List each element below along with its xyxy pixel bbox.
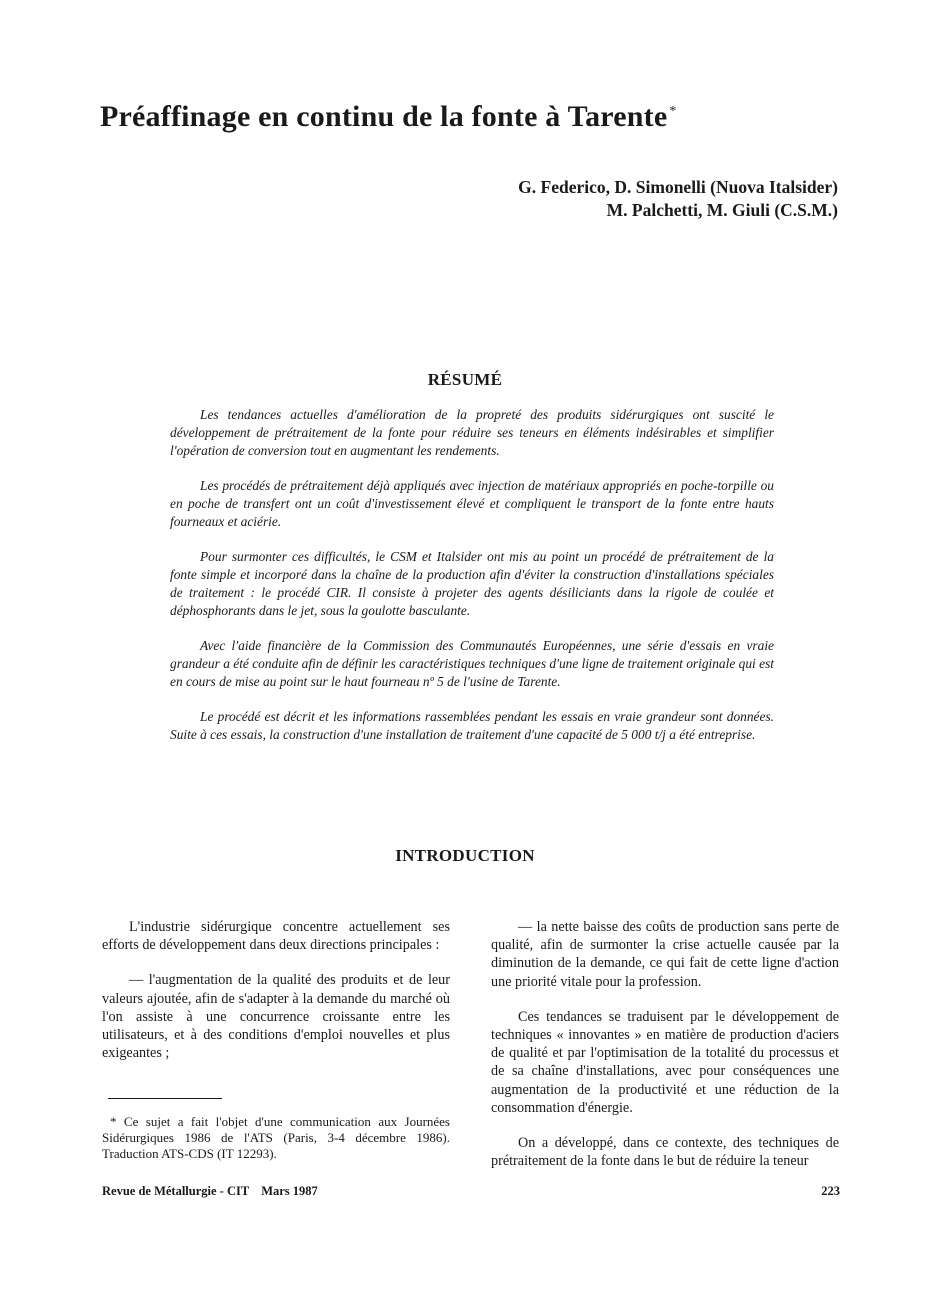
body-paragraph: L'industrie sidérurgique concentre actuellement ses efforts de développement dans deux directions principales : xyxy=(102,919,450,954)
author-line: G. Federico, D. Simonelli (Nuova Italsider) xyxy=(518,177,838,197)
issue-date: Mars 1987 xyxy=(261,1184,318,1198)
abstract-paragraph: Pour surmonter ces difficultés, le CSM et Italsider ont mis au point un procédé de prétraitement de la fonte simple et incorporé dans la chaîne de la production afin d'éviter la construction d'installations spéciales de traitement : le procédé CIR. Il consiste à projeter des agents désiliciants dans la rigole de coulée et déphosphorants dans le jet, sous la goulotte basculante. xyxy=(170,549,774,618)
introduction-heading: INTRODUCTION xyxy=(395,846,535,865)
body-paragraph: On a développé, dans ce contexte, des techniques de prétraitement de la fonte dans le but de réduire la teneur xyxy=(491,1135,839,1170)
journal-name: Revue de Métallurgie - CIT xyxy=(102,1184,250,1198)
footnote-divider xyxy=(108,1098,222,1099)
article-title: Préaffinage en continu de la fonte à Tarente * xyxy=(100,100,677,133)
body-paragraph: — l'augmentation de la qualité des produits et de leur valeurs ajoutée, afin de s'adapter à la demande du marché où l'on assiste à une concurrence croissante entre les utilisateurs, et à des conditions d'emploi nouvelles et plus exigeantes ; xyxy=(102,972,450,1062)
abstract-paragraph: Avec l'aide financière de la Commission des Communautés Européennes, une série d'essais en vraie grandeur a été conduite afin de définir les caractéristiques techniques d'une ligne de traitement originale qui est en cours de mise au point sur le haut fourneau nº 5 de l'usine de Tarente. xyxy=(170,638,774,689)
footnote: * Ce sujet a fait l'objet d'une communication aux Journées Sidérurgiques 1986 de l'ATS (Paris, 3-4 décembre 1986). Traduction ATS-CDS (IT 12293). xyxy=(102,1114,450,1161)
page-number: 223 xyxy=(821,1184,840,1198)
running-footer xyxy=(102,1184,318,1199)
author-line: M. Palchetti, M. Giuli (C.S.M.) xyxy=(606,200,838,220)
abstract-heading: RÉSUMÉ xyxy=(427,370,503,389)
abstract-body xyxy=(170,406,774,761)
body-paragraph: — la nette baisse des coûts de production sans perte de qualité, afin de surmonter la crise actuelle causée par la diminution de la demande, ce qui fait de cette ligne d'action une priorité vitale pour la profession. xyxy=(491,919,839,990)
introduction-left-column xyxy=(102,918,450,1079)
title-footnote-mark: * xyxy=(669,104,677,119)
author-list xyxy=(518,176,838,222)
introduction-right-column xyxy=(491,918,839,1187)
abstract-paragraph: Le procédé est décrit et les informations rassemblées pendant les essais en vraie grandeur sont données. Suite à ces essais, la construction d'une installation de traitement d'une capacité de 5 000 t/j a été entreprise. xyxy=(170,709,774,742)
abstract-paragraph: Les tendances actuelles d'amélioration de la propreté des produits sidérurgiques ont suscité le développement de prétraitement de la fonte pour réduire ses teneurs en éléments indésirables et simplifier l'opération de conversion tout en augmentant les rendements. xyxy=(170,407,774,458)
body-paragraph: Ces tendances se traduisent par le développement de techniques « innovantes » en matière de production d'aciers de qualité et par l'optimisation de la totalité du processus et de sa chaîne d'installations, avec pour conséquences une augmentation de la productivité et une réduction de la consommation d'énergie. xyxy=(491,1008,839,1116)
abstract-paragraph: Les procédés de prétraitement déjà appliqués avec injection de matériaux appropriés en poche-torpille ou en poche de transfert ont un coût d'investissement élevé et compliquent le transport de la fonte entre hauts fourneaux et aciérie. xyxy=(170,478,774,529)
